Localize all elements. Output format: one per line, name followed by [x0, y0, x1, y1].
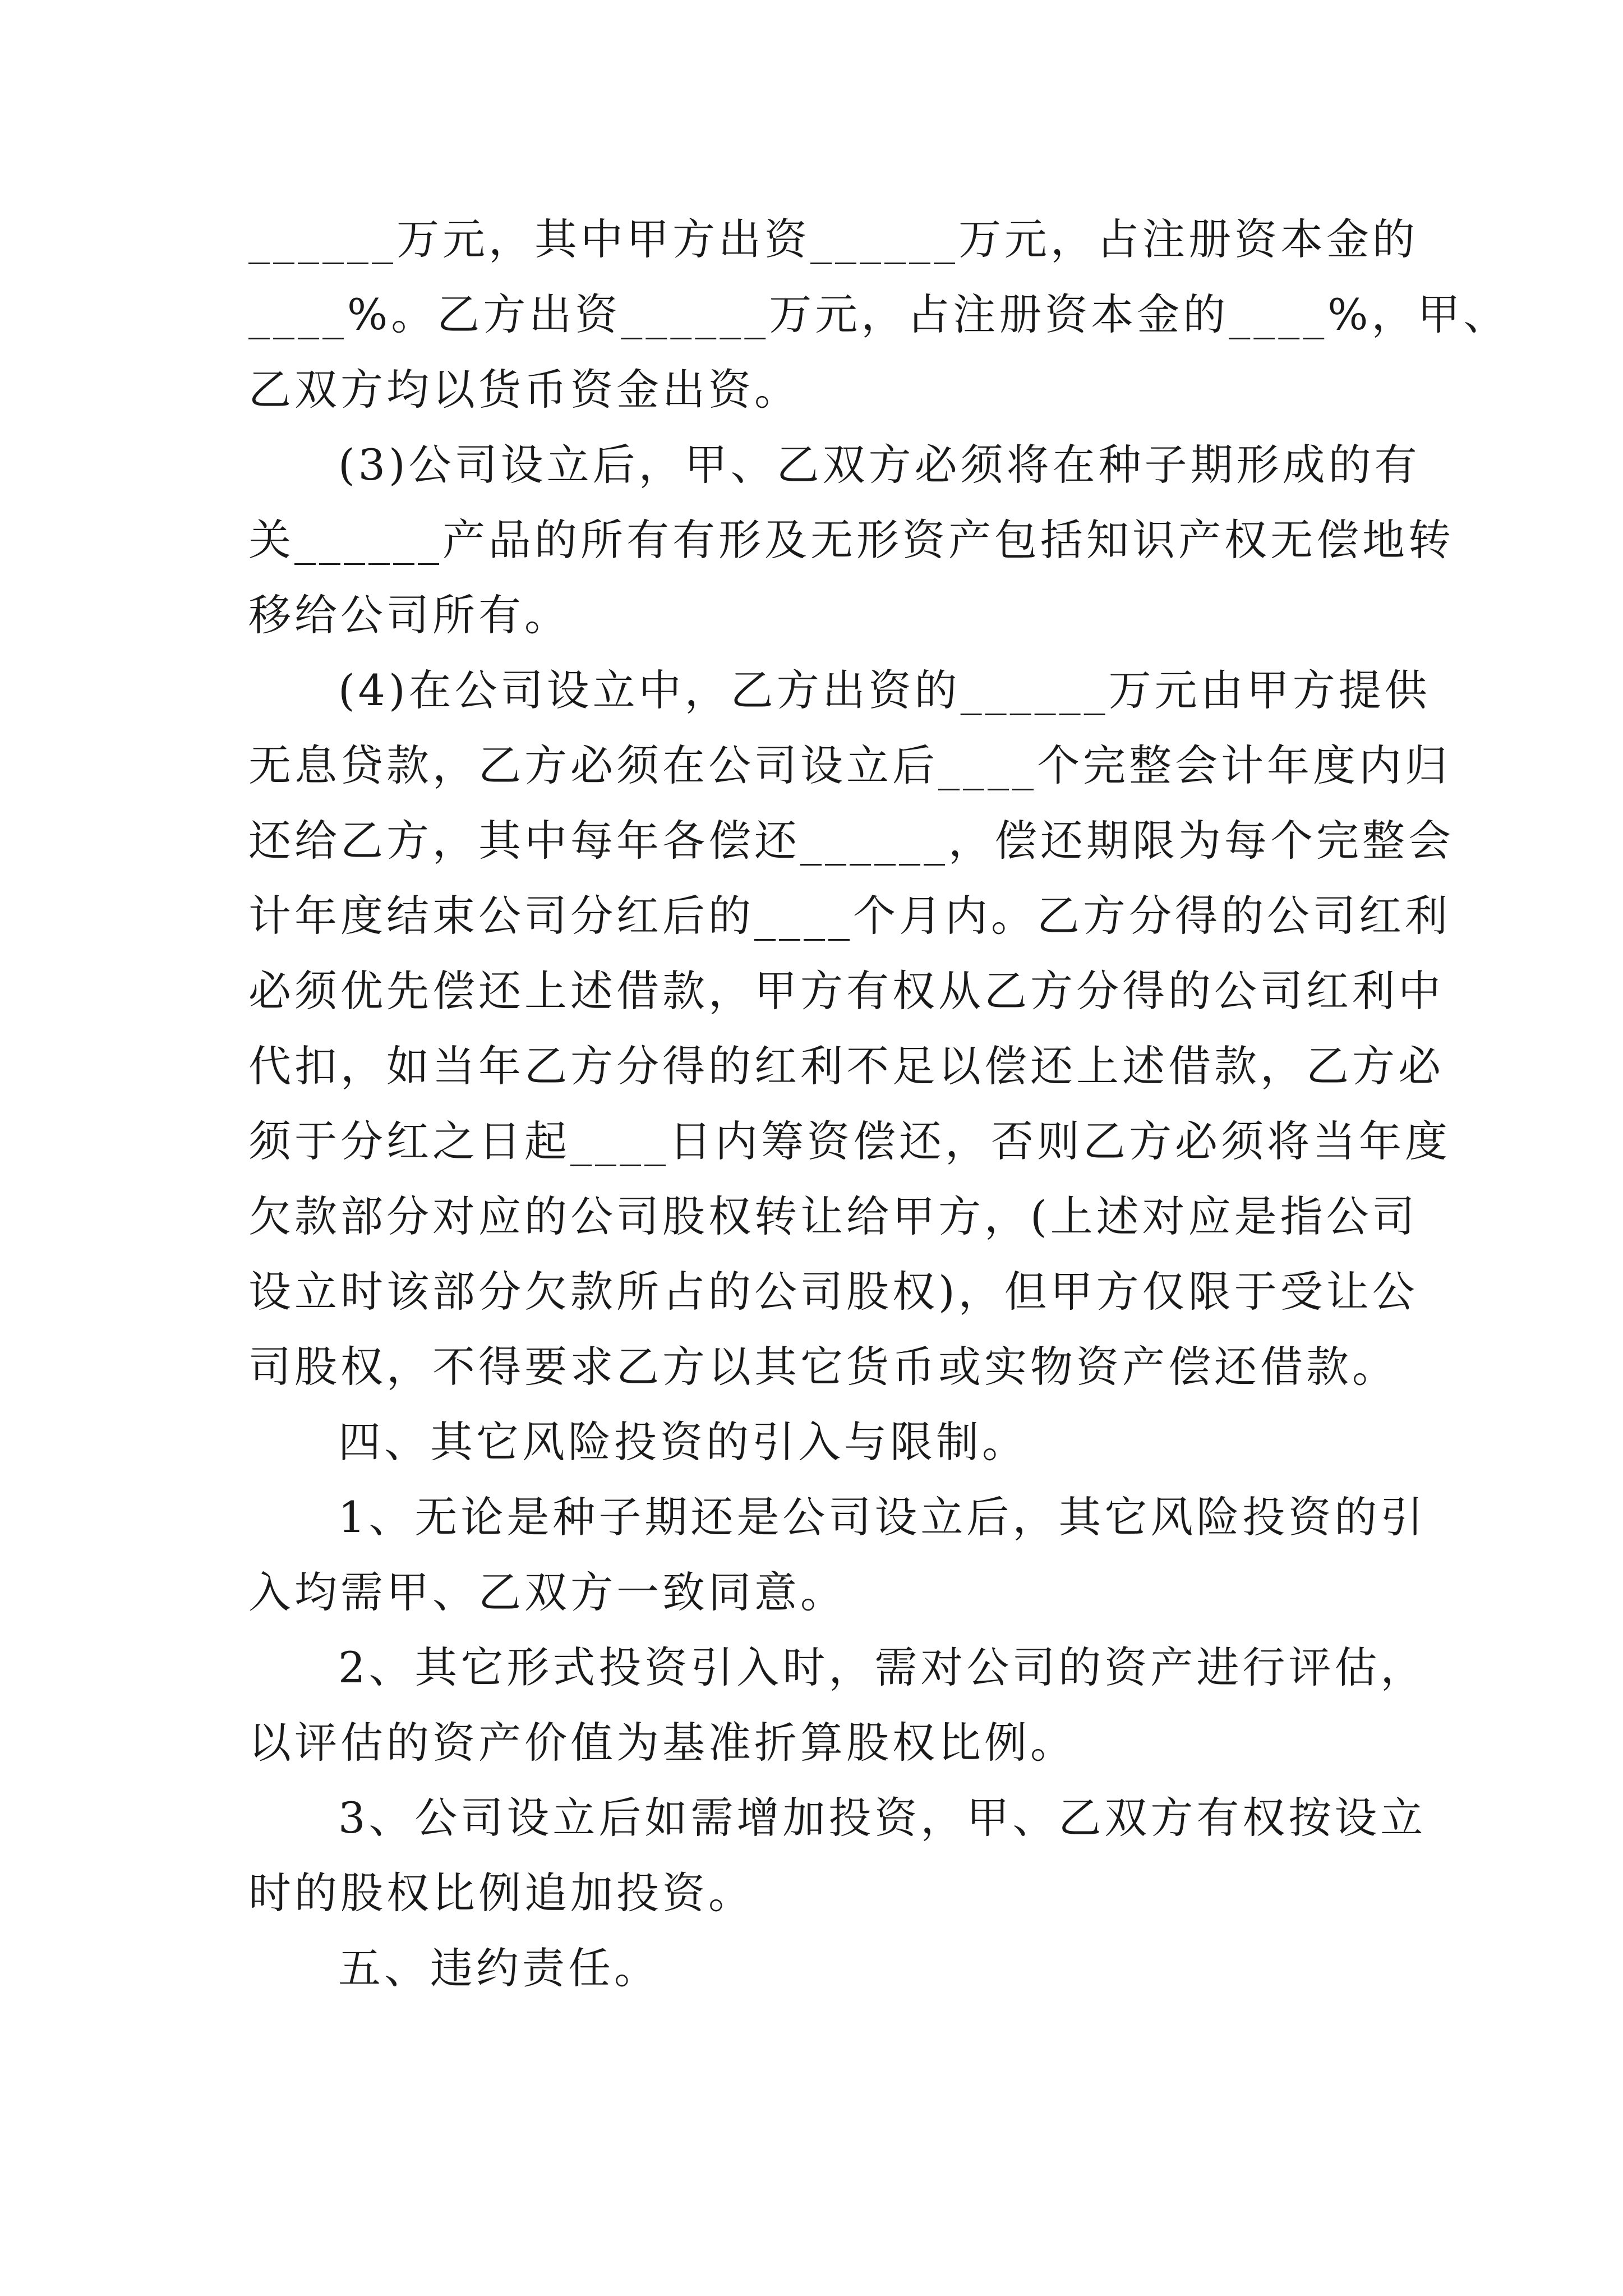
text-line: 必须优先偿还上述借款，甲方有权从乙方分得的公司红利中	[248, 966, 1444, 1016]
paragraph-capital-contribution	[248, 202, 1510, 427]
text-line: 代扣，如当年乙方分得的红利不足以偿还上述借款，乙方必	[248, 1041, 1444, 1091]
text-line: 入均需甲、乙双方一致同意。	[248, 1567, 846, 1617]
text-line: 时的股权比例追加投资。	[248, 1868, 754, 1918]
paragraph-asset-transfer	[248, 427, 1454, 653]
text-line: 计年度结束公司分红后的____个月内。乙方分得的公司红利	[248, 891, 1451, 941]
text-line: 关______产品的所有有形及无形资产包括知识产权无偿地转	[248, 515, 1454, 565]
text-line: (3)公司设立后，甲、乙双方必须将在种子期形成的有	[338, 440, 1421, 490]
text-line: 还给乙方，其中每年各偿还______，偿还期限为每个完整会	[248, 816, 1454, 866]
section-heading-breach-liability	[248, 1931, 1398, 2006]
text-line: 以评估的资产价值为基准折算股权比例。	[248, 1718, 1076, 1768]
text-line: 欠款部分对应的公司股权转让给甲方，(上述对应是指公司	[248, 1191, 1418, 1241]
paragraph-item-3	[248, 1780, 1427, 1931]
text-line: 设立时该部分欠款所占的公司股权)，但甲方仅限于受让公	[248, 1267, 1418, 1317]
text-line: (4)在公司设立中，乙方出资的______万元由甲方提供	[338, 665, 1431, 715]
text-line: 乙双方均以货币资金出资。	[248, 365, 800, 415]
text-line: 须于分红之日起____日内筹资偿还，否则乙方必须将当年度	[248, 1116, 1451, 1166]
section-heading: 五、违约责任。	[338, 1943, 660, 1993]
paragraph-item-2	[248, 1630, 1427, 1780]
text-line: 无息贷款，乙方必须在公司设立后____个完整会计年度内归	[248, 740, 1451, 790]
text-line: 司股权，不得要求乙方以其它货币或实物资产偿还借款。	[248, 1342, 1398, 1392]
section-heading: 四、其它风险投资的引入与限制。	[338, 1417, 1028, 1467]
paragraph-item-1	[248, 1480, 1427, 1630]
text-line: ______万元，其中甲方出资______万元，占注册资本金的	[248, 214, 1418, 264]
text-line: 3、公司设立后如需增加投资，甲、乙双方有权按设立	[338, 1793, 1427, 1843]
text-line: 1、无论是种子期还是公司设立后，其它风险投资的引	[338, 1492, 1427, 1542]
text-line: 移给公司所有。	[248, 590, 570, 640]
section-heading-other-investment	[248, 1405, 1398, 1480]
document-body	[248, 202, 1510, 2006]
paragraph-loan-repayment	[248, 653, 1454, 1405]
text-line: 2、其它形式投资引入时，需对公司的资产进行评估，	[338, 1642, 1427, 1692]
text-line: ____%。乙方出资______万元，占注册资本金的____%，甲、	[248, 289, 1510, 339]
